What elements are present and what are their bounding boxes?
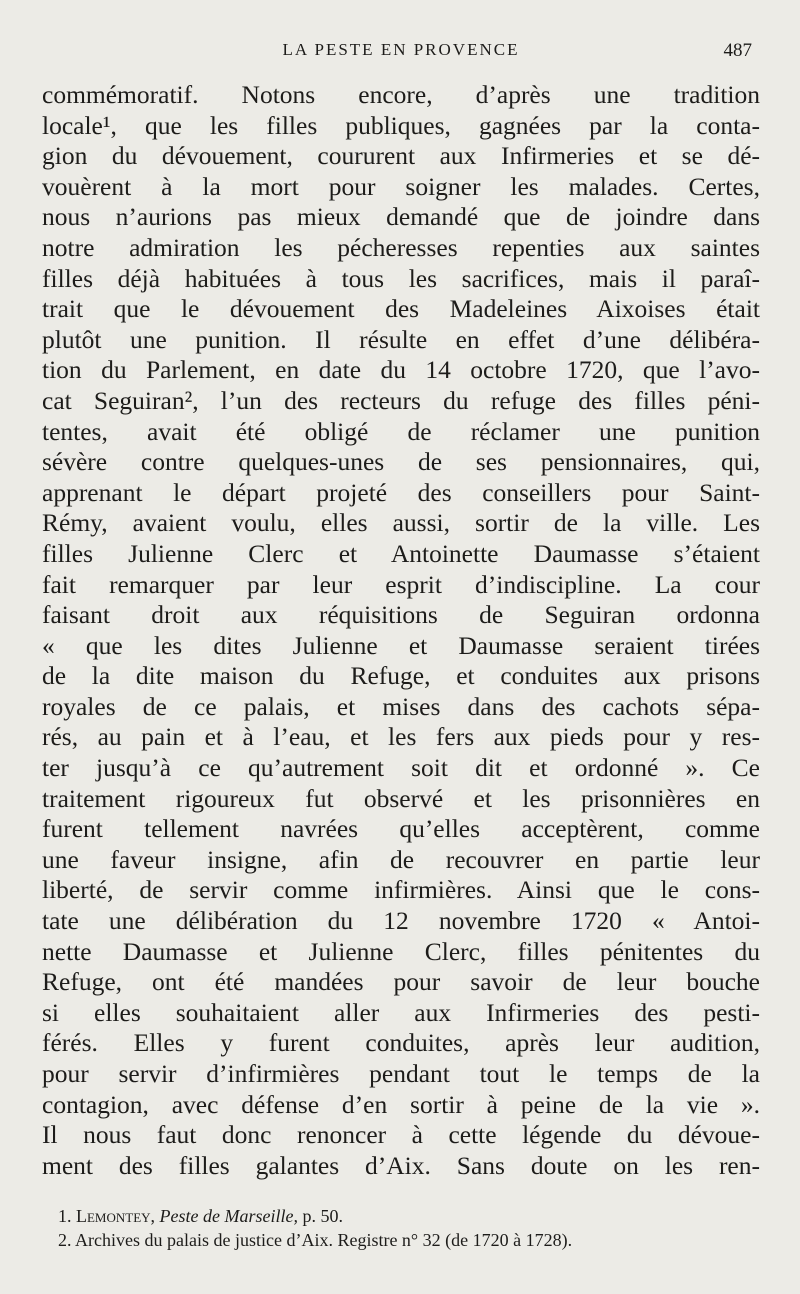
- footnote-author: Lemontey,: [76, 1206, 156, 1226]
- text-line: plutôt une punition. Il résulte en effet d’une délibéra-: [42, 324, 760, 354]
- text-line: notre admiration les pécheresses repenties aux saintes: [42, 232, 760, 262]
- text-line: fait remarquer par leur esprit d’indiscipline. La cour: [42, 569, 760, 599]
- body-text: [42, 80, 760, 1181]
- text-line: nous n’aurions pas mieux demandé que de joindre dans: [42, 202, 760, 232]
- text-line: faisant droit aux réquisitions de Seguiran ordonna: [42, 600, 760, 630]
- footnotes: [58, 1204, 760, 1252]
- text-line: de la dite maison du Refuge, et conduites aux prisons: [42, 661, 760, 691]
- text-line: « que les dites Julienne et Daumasse seraient tirées: [42, 630, 760, 660]
- footnote-rest: p. 50.: [302, 1206, 344, 1226]
- text-line: filles déjà habituées à tous les sacrifices, mais il paraî-: [42, 263, 760, 293]
- text-line: apprenant le départ projeté des conseillers pour Saint-: [42, 477, 760, 507]
- footnote-1: [58, 1204, 760, 1228]
- text-line: pour servir d’infirmières pendant tout le temps de la: [42, 1059, 760, 1088]
- text-line: férés. Elles y furent conduites, après leur audition,: [42, 1028, 760, 1058]
- page-number: 487: [723, 40, 752, 61]
- footnote-number: 1.: [58, 1206, 72, 1226]
- text-line: commémoratif. Notons encore, d’après une tradition: [42, 80, 760, 109]
- text-line: traitement rigoureux fut observé et les prisonnières en: [42, 783, 760, 813]
- footnote-2: [58, 1228, 760, 1252]
- text-line: contagion, avec défense d’en sortir à peine de la vie ».: [42, 1089, 760, 1119]
- text-line: locale¹, que les filles publiques, gagnées par la conta-: [42, 110, 760, 140]
- page-header: [42, 40, 760, 66]
- text-line: vouèrent à la mort pour soigner les malades. Certes,: [42, 171, 760, 201]
- text-line: royales de ce palais, et mises dans des cachots sépa-: [42, 691, 760, 721]
- running-head: LA PESTE EN PROVENCE: [282, 40, 520, 59]
- text-line: trait que le dévouement des Madeleines Aixoises était: [42, 294, 760, 324]
- text-line: gion du dévouement, coururent aux Infirmeries et se dé-: [42, 141, 760, 171]
- text-line: ment des filles galantes d’Aix. Sans doute on les ren-: [42, 1150, 760, 1180]
- text-line: Il nous faut donc renoncer à cette légende du dévoue-: [42, 1120, 760, 1150]
- text-line: cat Seguiran², l’un des recteurs du refuge des filles péni-: [42, 385, 760, 415]
- text-line: sévère contre quelques-unes de ses pensionnaires, qui,: [42, 447, 760, 477]
- footnote-text: Archives du palais de justice d’Aix. Registre n° 32 (de 1720 à 1728).: [75, 1230, 573, 1250]
- text-line: tion du Parlement, en date du 14 octobre 1720, que l’avo-: [42, 355, 760, 385]
- text-line: furent tellement navrées qu’elles acceptèrent, comme: [42, 814, 760, 844]
- text-line: une faveur insigne, afin de recouvrer en partie leur: [42, 844, 760, 874]
- text-line: filles Julienne Clerc et Antoinette Daumasse s’étaient: [42, 538, 760, 568]
- text-line: nette Daumasse et Julienne Clerc, filles pénitentes du: [42, 936, 760, 966]
- footnote-title: Peste de Marseille,: [159, 1206, 299, 1226]
- text-line: Rémy, avaient voulu, elles aussi, sortir de la ville. Les: [42, 508, 760, 538]
- text-line: si elles souhaitaient aller aux Infirmeries des pesti-: [42, 997, 760, 1027]
- text-line: Refuge, ont été mandées pour savoir de leur bouche: [42, 967, 760, 997]
- text-line: ter jusqu’à ce qu’autrement soit dit et ordonné ». Ce: [42, 753, 760, 783]
- footnote-number: 2.: [58, 1230, 72, 1250]
- text-line: tentes, avait été obligé de réclamer une punition: [42, 416, 760, 446]
- text-line: liberté, de servir comme infirmières. Ainsi que le cons-: [42, 875, 760, 905]
- text-line: tate une délibération du 12 novembre 1720 « Antoi-: [42, 906, 760, 936]
- text-line: rés, au pain et à l’eau, et les fers aux pieds pour y res-: [42, 722, 760, 752]
